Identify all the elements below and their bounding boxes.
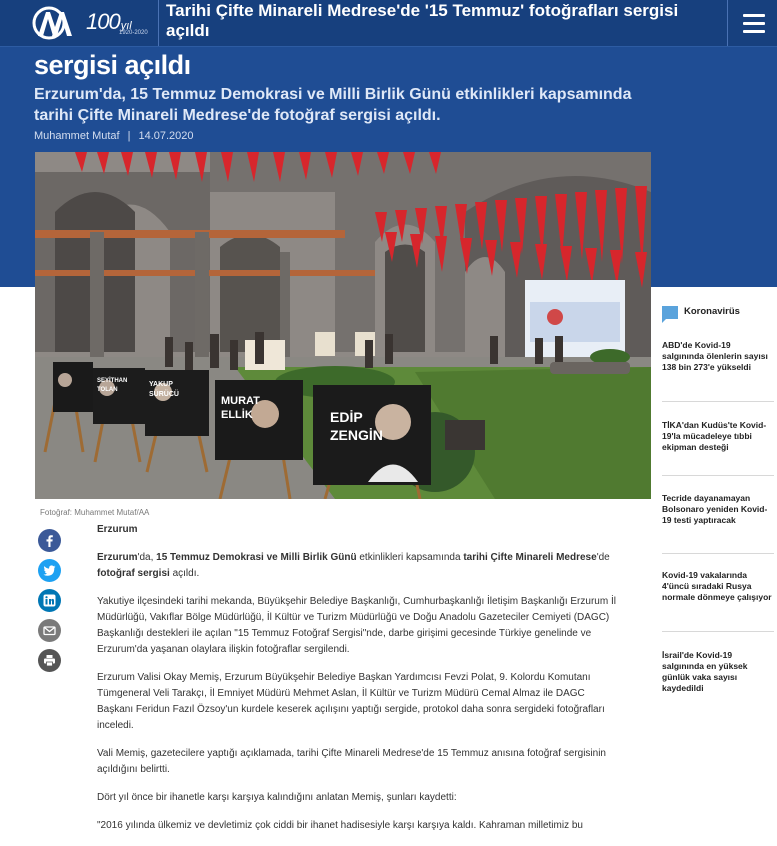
divider <box>662 553 774 554</box>
facebook-icon <box>43 534 56 547</box>
photo-board-label: EDİP <box>330 409 363 425</box>
sidebar-news-item[interactable]: ABD'de Kovid-19 salgınında ölenlerin sayısı 138 bin 273'e yükseldi <box>662 340 768 372</box>
lead-bold-text: tarihi Çifte Minareli Medrese <box>463 552 597 563</box>
sidebar-category-title[interactable]: Koronavirüs <box>684 306 740 317</box>
lead-text: açıldı. <box>169 568 200 579</box>
divider <box>158 0 159 46</box>
article-summary: Erzurum'da, 15 Temmuz Demokrasi ve Milli Birlik Günü etkinlikleri kapsamında tarihi Çifte Minareli Medrese'de fotoğraf sergisi açıldı. <box>34 86 632 124</box>
photo-board-label: TOLAN <box>97 387 118 393</box>
mail-icon <box>43 624 56 637</box>
sidebar-news-item[interactable]: TİKA'dan Kudüs'te Kovid-19'la mücadeleye tıbbi ekipman desteği <box>662 420 767 452</box>
aa-logo-icon <box>32 6 76 40</box>
body-paragraph: Yakutiye ilçesindeki tarihi mekanda, Büyükşehir Belediye Başkanlığı, Cumhurbaşkanlığı İletişim Başkanlığı Erzurum İl Müdürlüğü, Vakıflar Bölge Müdürlüğü, İl Kültür ve Turizm Müdürlüğü ve Doğu Anadolu Gazeteciler Cemiyeti (DAGC) Başkanlığı destekleri ile açılan "15 Temmuz Fotoğraf Sergisi"nde, darbe girişimi gecesinde Türkiye genelinde ve Erzurum'da yaşanan olaylara ilişkin fotoğraflar sergilendi. <box>97 596 616 655</box>
lead-bold-text: Erzurum <box>97 552 138 563</box>
anniversary-number: 100 <box>86 9 120 34</box>
print-icon <box>43 654 56 667</box>
body-paragraph: "2016 yılında ülkemiz ve devletimiz çok ciddi bir ihanet hadisesiyle karşı karşıya kaldı. Kahraman milletimiz bu <box>97 820 583 831</box>
sidebar-news-item[interactable]: Kovid-19 vakalarında 4'üncü sıradaki Rusya normale dönmeye çalışıyor <box>662 570 772 602</box>
body-paragraph: Dört yıl önce bir ihanetle karşı karşıya kalındığını anlatan Memiş, şunları kaydetti: <box>97 792 457 803</box>
hamburger-menu-icon[interactable] <box>734 8 770 38</box>
top-bar <box>0 0 777 47</box>
publish-date: 14.07.2020 <box>138 130 194 142</box>
article-photo[interactable] <box>35 152 651 499</box>
sidebar-related-news <box>662 300 774 693</box>
author-name[interactable]: Muhammet Mutaf <box>34 130 120 142</box>
lead-text: etkinlikleri kapsamında <box>356 552 464 563</box>
photo-board-label: YAKUP <box>149 381 173 388</box>
share-linkedin-button[interactable] <box>38 589 61 612</box>
anniversary-years: 1920-2020 <box>119 30 148 36</box>
byline <box>34 130 194 142</box>
share-email-button[interactable] <box>38 619 61 642</box>
divider <box>662 401 774 402</box>
photo-board-label: ELLİK <box>221 409 253 421</box>
lead-text: 'da, <box>137 552 157 563</box>
photo-board-label: SEYİTHAN <box>97 378 128 384</box>
body-paragraph: Erzurum Valisi Okay Memiş, Erzurum Büyükşehir Belediye Başkan Yardımcısı Fevzi Polat, 9. Kolordu Komutanı Tümgeneral Veli Tarakçı, İl Emniyet Müdürü Mehmet Aslan, İl Kültür ve Turizm Müdürü Cemal Almaz ile DAGC Başkanı Feridun Fazıl Özsoy'un kurdele keserek açılışını yaptığı sergide, protokol daha sonra sergideki fotoğrafları inceledi. <box>97 672 605 731</box>
divider <box>727 0 728 46</box>
share-twitter-button[interactable] <box>38 559 61 582</box>
category-flag-icon <box>662 306 678 319</box>
sidebar-news-item[interactable]: Tecride dayanamayan Bolsonaro yeniden Kovid-19 testi yaptıracak <box>662 493 768 525</box>
anniversary-suffix: yıl <box>120 20 132 32</box>
share-facebook-button[interactable] <box>38 529 61 552</box>
exhibition-photo-illustration <box>35 152 651 499</box>
dateline-city: Erzurum <box>97 524 138 535</box>
lead-bold-text: 15 Temmuz Demokrasi ve Milli Birlik Günü <box>156 552 357 563</box>
aa-logo-link[interactable] <box>0 0 160 46</box>
article-body <box>97 522 617 846</box>
share-print-button[interactable] <box>38 649 61 672</box>
sidebar-header <box>662 300 774 324</box>
photo-board-label: ZENGİN <box>330 427 383 443</box>
lead-text: 'de <box>596 552 610 563</box>
twitter-icon <box>43 564 56 577</box>
photo-caption: Fotoğraf: Muhammet Mutaf/AA <box>40 508 150 517</box>
body-paragraph: Vali Memiş, gazetecilere yaptığı açıklamada, tarihi Çifte Minareli Medrese'de 15 Temmuz anısına fotoğraf sergisinin açıldığını belirtti. <box>97 748 606 775</box>
header-article-title: Tarihi Çifte Minareli Medrese'de '15 Temmuz' fotoğrafları sergisi açıldı <box>166 1 679 40</box>
sidebar-news-item[interactable]: İsrail'de Kovid-19 salgınında en yüksek günlük vaka sayısı kaydedildi <box>662 650 748 693</box>
lead-bold-text: fotoğraf sergisi <box>97 568 170 579</box>
linkedin-icon <box>43 594 56 607</box>
lead-paragraph <box>97 550 617 582</box>
divider <box>662 475 774 476</box>
page-title: sergisi açıldı <box>34 50 191 80</box>
divider <box>662 631 774 632</box>
byline-separator: | <box>127 130 131 142</box>
photo-board-label: MURAT <box>221 395 260 407</box>
photo-board-label: SÜRÜCÜ <box>149 391 179 398</box>
